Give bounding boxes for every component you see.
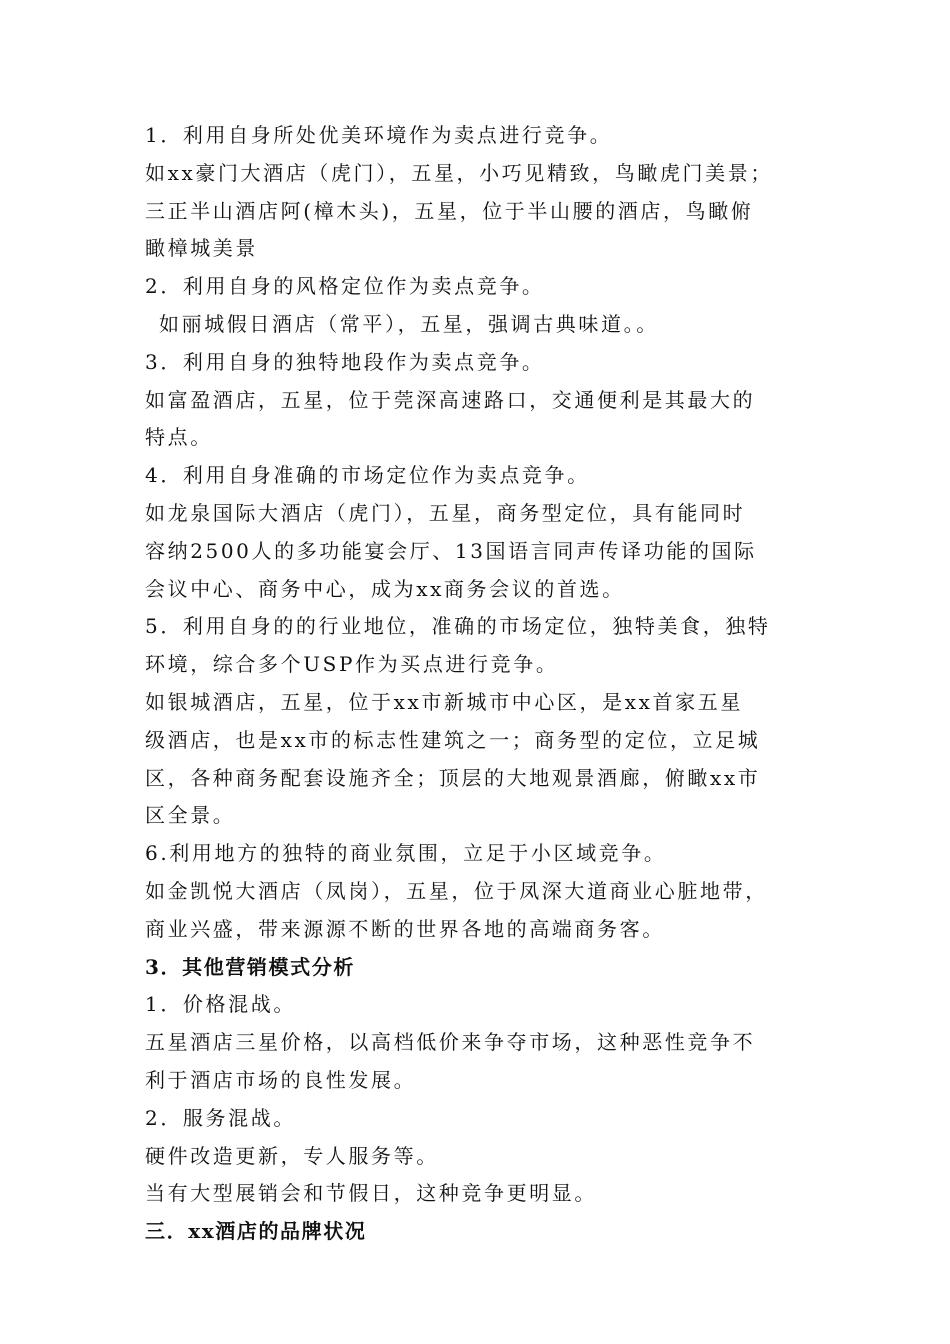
- paragraph-line: 区全景。: [145, 803, 236, 828]
- paragraph-line: 如丽城假日酒店（常平），五星，强调古典味道。。: [159, 311, 659, 336]
- paragraph-line: 特点。: [145, 425, 213, 450]
- paragraph-line: 如银城酒店，五星，位于xx市新城市中心区，是xx首家五星: [145, 689, 743, 714]
- paragraph-line: 会议中心、商务中心，成为xx商务会议的首选。: [145, 576, 625, 601]
- paragraph-line: 如xx豪门大酒店（虎门），五星，小巧见精致，鸟瞰虎门美景；: [145, 160, 773, 185]
- section-heading-other-marketing: 3．其他营销模式分析: [145, 954, 355, 979]
- list-item-2-heading: 2．服务混战。: [145, 1105, 296, 1130]
- list-item-5-heading: 5．利用自身的的行业地位，准确的市场定位，独特美食，独特: [145, 614, 771, 639]
- list-item-1-heading: 1．利用自身所处优美环境作为卖点进行竞争。: [145, 123, 613, 147]
- paragraph-line: 商业兴盛，带来源源不断的世界各地的高端商务客。: [145, 916, 665, 941]
- list-item-3-heading: 3．利用自身的独特地段作为卖点竞争。: [145, 349, 545, 374]
- paragraph-line: 区，各种商务配套设施齐全；顶层的大地观景酒廊，俯瞰xx市: [145, 765, 761, 790]
- paragraph-line: 三正半山酒店阿(樟木头)，五星，位于半山腰的酒店，鸟瞰俯: [145, 198, 754, 223]
- list-item-1-heading: 1．价格混战。: [145, 992, 296, 1017]
- paragraph-line: 容纳2500人的多功能宴会厅、13国语言同声传译功能的国际: [145, 538, 757, 563]
- document-body: [145, 117, 810, 1251]
- paragraph-line: 当有大型展销会和节假日，这种竞争更明显。: [145, 1181, 597, 1206]
- paragraph-line: 瞰樟城美景: [145, 236, 258, 261]
- list-item-4-heading: 4．利用自身准确的市场定位作为卖点竞争。: [145, 463, 590, 488]
- paragraph-line: 五星酒店三星价格，以高档低价来争夺市场，这种恶性竞争不: [145, 1030, 756, 1055]
- list-item-5-heading-cont: 环境，综合多个USP作为买点进行竞争。: [145, 652, 559, 677]
- list-item-2-heading: 2．利用自身的风格定位作为卖点竞争。: [145, 274, 545, 299]
- paragraph-line: 如金凯悦大酒店（凤岗），五星，位于凤深大道商业心脏地带，: [145, 878, 768, 903]
- paragraph-line: 如龙泉国际大酒店（虎门），五星，商务型定位，具有能同时: [145, 500, 746, 525]
- list-item-6-heading: 6.利用地方的独特的商业氛围，立足于小区域竞争。: [145, 841, 667, 866]
- paragraph-line: 利于酒店市场的良性发展。: [145, 1067, 417, 1092]
- chapter-heading-brand-status: 三．xx酒店的品牌状况: [145, 1219, 367, 1244]
- paragraph-line: 硬件改造更新，专人服务等。: [145, 1143, 439, 1168]
- paragraph-line: 级酒店，也是xx市的标志性建筑之一；商务型的定位，立足城: [145, 727, 761, 752]
- paragraph-line: 如富盈酒店，五星，位于莞深高速路口，交通便利是其最大的: [145, 387, 756, 412]
